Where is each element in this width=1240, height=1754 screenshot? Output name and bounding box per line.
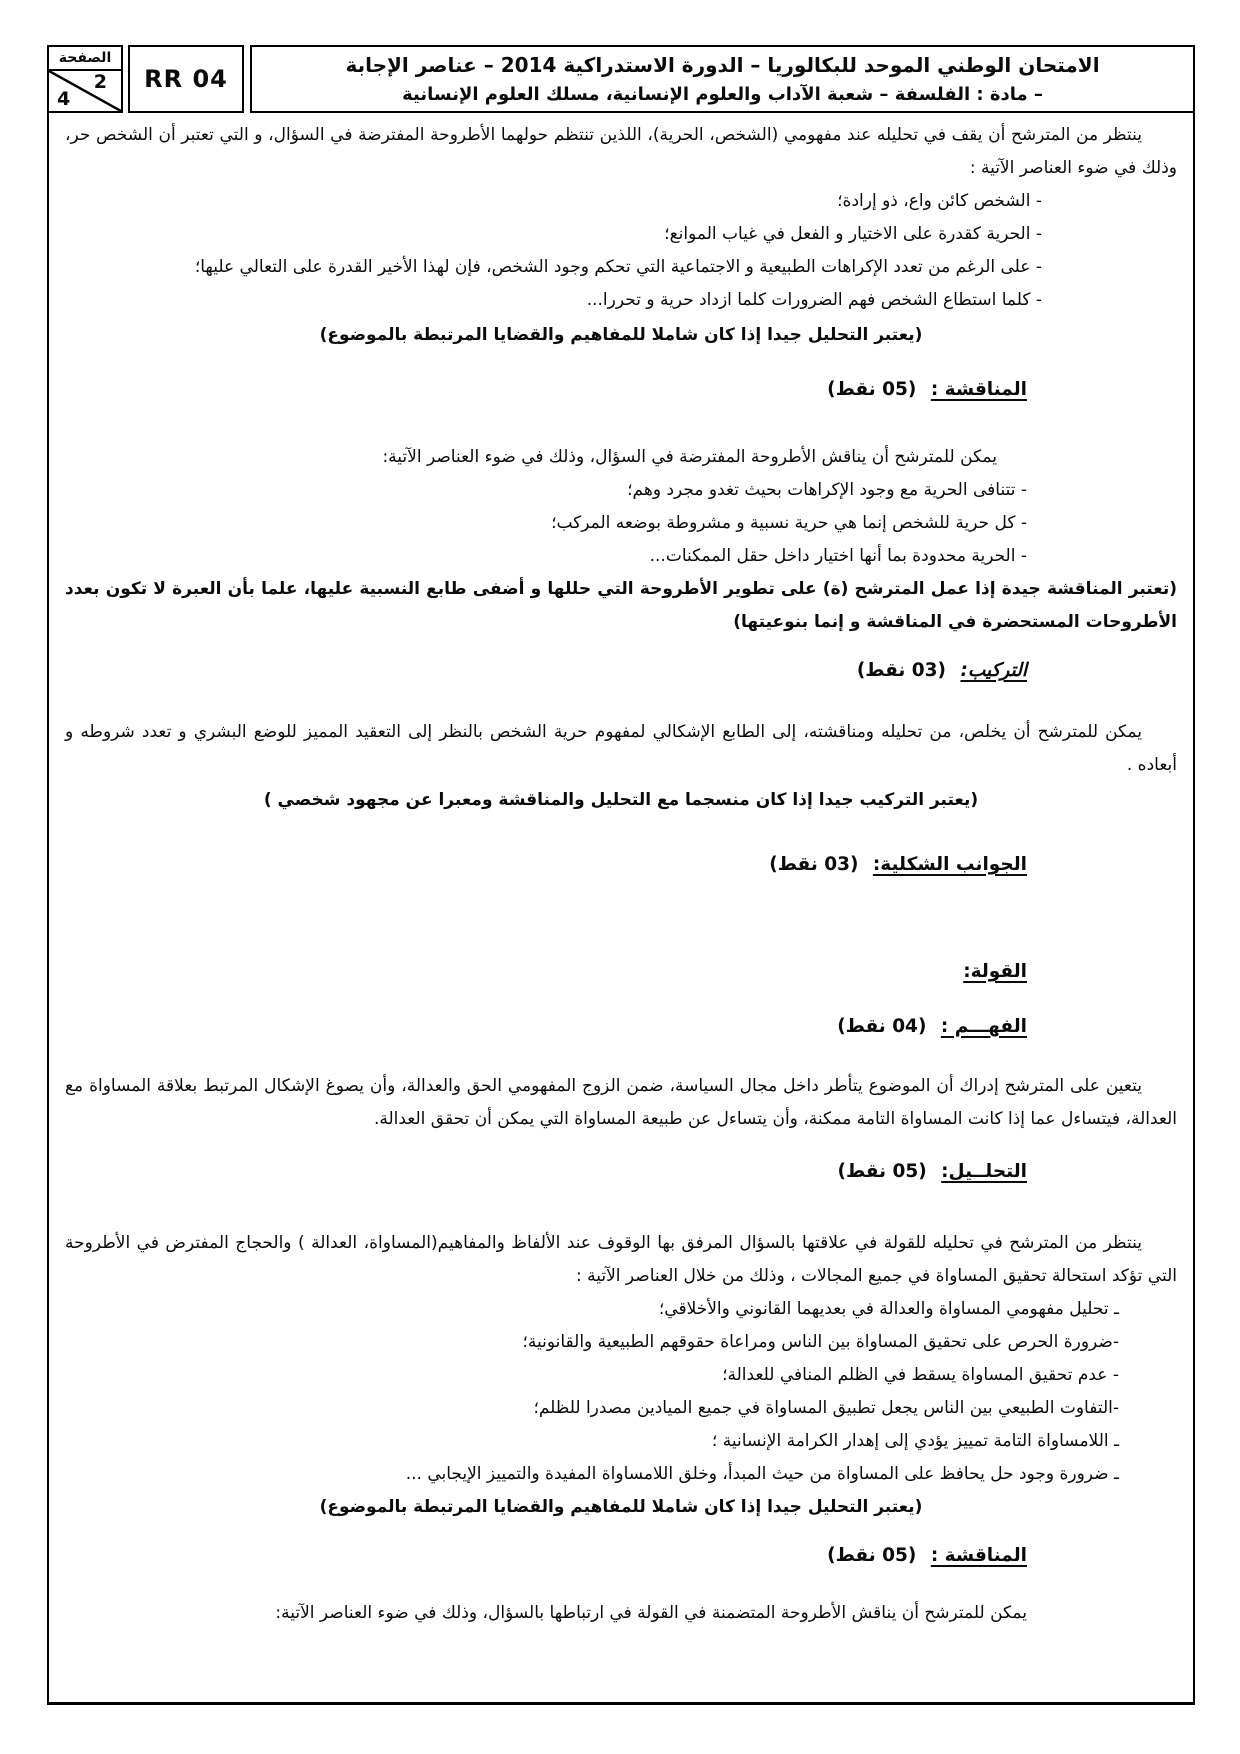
page-label: الصفحة	[49, 47, 121, 71]
part2-analysis-heading	[65, 1154, 1177, 1189]
part1-analysis-note: (يعتبر التحليل جيدا إذا كان شاملا للمفاهيم والقضايا المرتبطة بالموضوع)	[319, 325, 923, 345]
heading-label: التحلــيل:	[941, 1161, 1027, 1182]
part1-discussion-note: (تعتبر المناقشة جيدة إذا عمل المترشح (ة) على تطوير الأطروحة التي حللها و أضفى طابع النسبية عليها، علما بأن العبرة لا تكون بعدد الأطروحات المستحضرة في المناقشة و إنما بنوعيتها)	[65, 579, 1177, 632]
bullet-item: - الحرية محدودة بما أنها اختيار داخل حقل الممكنات...	[649, 546, 1027, 566]
part1-synthesis-note: (يعتبر التركيب جيدا إذا كان منسجما مع التحليل والمناقشة ومعبرا عن مجهود شخصي )	[263, 790, 979, 810]
heading-label: الجوانب الشكلية:	[872, 854, 1027, 875]
part1-discussion-intro: يمكن للمترشح أن يناقش الأطروحة المفترضة في السؤال، وذلك في ضوء العناصر الآتية:	[382, 447, 997, 467]
part1-discussion-heading	[65, 372, 1177, 407]
exam-title-box	[250, 45, 1195, 113]
part2-analysis-note: (يعتبر التحليل جيدا إذا كان شاملا للمفاهيم والقضايا المرتبطة بالموضوع)	[319, 1497, 923, 1517]
heading-label: المناقشة :	[930, 379, 1027, 400]
part2-discussion-heading	[65, 1538, 1177, 1573]
heading-marks: (05 نقط)	[827, 1545, 917, 1566]
heading-marks: (04 نقط)	[837, 1016, 927, 1037]
page-number-box	[47, 45, 123, 113]
part2-section-heading	[65, 954, 1177, 989]
part2-analysis-intro: ينتظر من المترشح في تحليله للقولة في علاقتها بالسؤال المرفق بها الوقوف عند الألفاظ والمفاهيم(المساواة، العدالة ) والحجاج المفترض في الأطروحة التي تؤكد استحالة تحقيق المساواة في جميع المجالات ، وذلك من خلال العناصر الآتية :	[65, 1233, 1177, 1286]
heading-label: الفهـــم :	[940, 1016, 1027, 1037]
heading-marks: (03 نقط)	[769, 854, 859, 875]
page-current: 2	[93, 71, 107, 93]
bullet-item: - تتنافى الحرية مع وجود الإكراهات بحيث تغدو مجرد وهم؛	[627, 480, 1027, 500]
page-header	[47, 45, 1195, 113]
bullet-item: - كلما استطاع الشخص فهم الضرورات كلما ازداد حرية و تحررا...	[586, 290, 1042, 310]
bullet-item: - الشخص كائن واع، ذو إرادة؛	[837, 191, 1042, 211]
part1-synthesis-heading	[65, 653, 1177, 688]
heading-label: القولة:	[963, 961, 1027, 982]
part2-discussion-intro: يمكن للمترشح أن يناقش الأطروحة المتضمنة في القولة في ارتباطها بالسؤال، وذلك في ضوء العناصر الآتية:	[275, 1603, 1027, 1623]
exam-title-line1: الامتحان الوطني الموحد للبكالوريا – الدورة الاستدراكية 2014 – عناصر الإجابة	[345, 53, 1100, 77]
part1-synthesis-text: يمكن للمترشح أن يخلص، من تحليله ومناقشته، إلى الطابع الإشكالي لمفهوم حرية الشخص بالنظر إلى التعقيد المميز للوضع البشري و تعدد شروطه و أبعاده .	[65, 722, 1177, 775]
bullet-item: ـ اللامساواة التامة تمييز يؤدي إلى إهدار الكرامة الإنسانية ؛	[711, 1431, 1119, 1451]
part1-formal-heading	[65, 847, 1177, 882]
heading-marks: (05 نقط)	[827, 379, 917, 400]
bullet-item: - كل حرية للشخص إنما هي حرية نسبية و مشروطة بوضعه المركب؛	[551, 513, 1027, 533]
bullet-item: - الحرية كقدرة على الاختيار و الفعل في غياب الموانع؛	[664, 224, 1042, 244]
part2-comprehension-heading	[65, 1009, 1177, 1044]
bullet-item: - عدم تحقيق المساواة يسقط في الظلم المنافي للعدالة؛	[722, 1365, 1119, 1385]
bullet-item: -ضرورة الحرص على تحقيق المساواة بين الناس ومراعاة حقوقهم الطبيعية والقانونية؛	[522, 1332, 1119, 1352]
heading-label: المناقشة :	[930, 1545, 1027, 1566]
bullet-item: ـ ضرورة وجود حل يحافظ على المساواة من حيث المبدأ، وخلق اللامساواة المفيدة والتمييز الإيجابي ...	[405, 1464, 1119, 1484]
page-fraction	[49, 71, 121, 111]
exam-title-line2: – مادة : الفلسفة – شعبة الآداب والعلوم الإنسانية، مسلك العلوم الإنسانية	[402, 84, 1043, 105]
heading-marks: (05 نقط)	[837, 1161, 927, 1182]
page-total: 4	[57, 88, 71, 110]
bullet-item: ـ تحليل مفهومي المساواة والعدالة في بعديهما القانوني والأخلاقي؛	[658, 1299, 1119, 1319]
part1-analysis-intro: ينتظر من المترشح أن يقف في تحليله عند مفهومي (الشخص، الحرية)، اللذين تنتظم حولهما الأطروحة المفترضة في السؤال، و التي تعتبر أن الشخص حر، وذلك في ضوء العناصر الآتية :	[65, 125, 1177, 178]
heading-marks: (03 نقط)	[856, 660, 947, 681]
bullet-item: - على الرغم من تعدد الإكراهات الطبيعية و الاجتماعية التي تحكم وجود الشخص، فإن لهذا الأخير القدرة على التعالي عليها؛	[194, 257, 1042, 277]
part2-comprehension-text: يتعين على المترشح إدراك أن الموضوع يتأطر داخل مجال السياسة، ضمن الزوج المفهومي الحق والعدالة، وأن يصوغ الإشكال المرتبط بعلاقة المساواة مع العدالة، فيتساءل عما إذا كانت المساواة التامة ممكنة، وأن يتساءل عن طبيعة المساواة التي يمكن أن تحقق العدالة.	[65, 1076, 1177, 1129]
answer-key-body	[47, 113, 1195, 1705]
exam-code: RR 04	[128, 45, 244, 113]
bullet-item: -التفاوت الطبيعي بين الناس يجعل تطبيق المساواة في جميع الميادين مصدرا للظلم؛	[533, 1398, 1119, 1418]
heading-label: التركيب:	[960, 660, 1027, 681]
